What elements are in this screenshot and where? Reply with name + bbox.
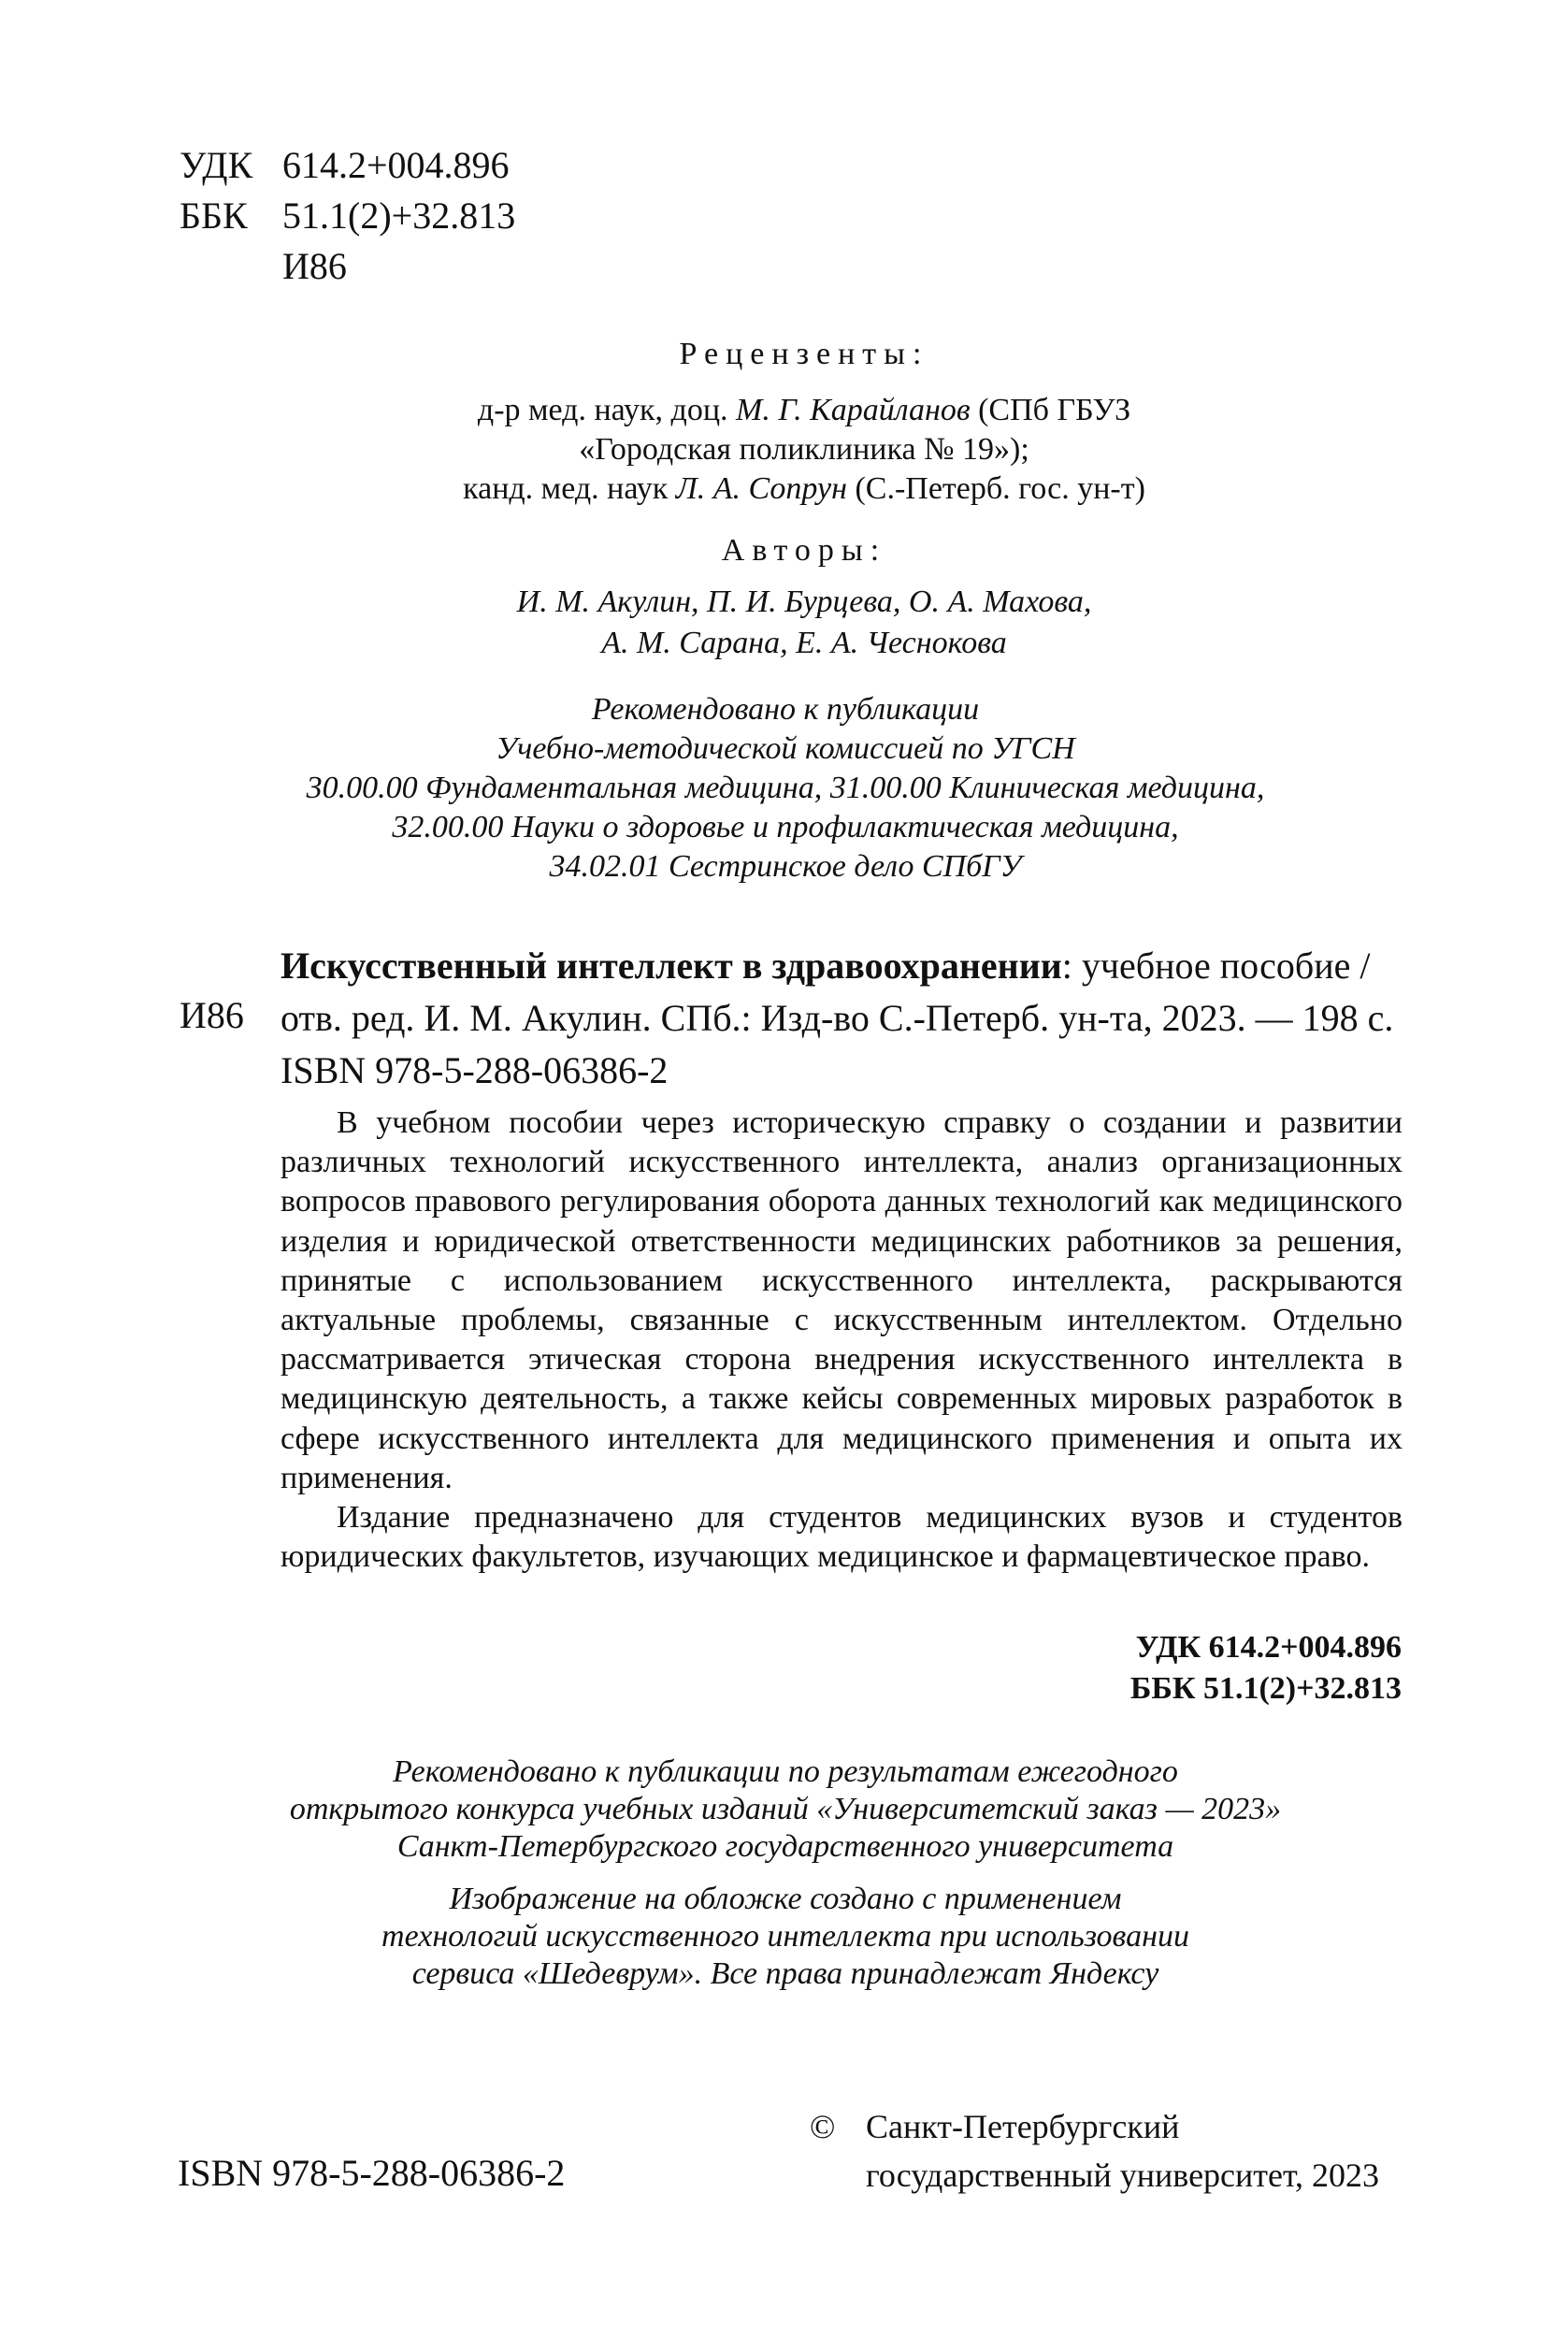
- udk-label: УДК: [180, 144, 253, 186]
- annotation-paragraph-1: В учебном пособии через историческую справку о создании и развитии различных технологий искусственного интеллекта, анализ организационных вопросов правового регулирования оборота данных технологий как медицинского изделия и юридической ответственности медицинских работников за решения, принятые с использованием искусственного интеллекта, раскрываются актуальные проблемы, связанные с искусственным интеллектом. Отдельно рассматривается этическая сторона внедрения искусственного интеллекта в медицинскую деятельность, а также кейсы современных мировых разработок в сфере искусственного интеллекта для медицинского применения и опыта их применения.: [281, 1105, 1403, 1495]
- cover-line-1: Изображение на обложке создано с применением: [449, 1882, 1122, 1916]
- author-index: И86: [282, 245, 347, 287]
- recommendation-block: [215, 690, 1356, 887]
- reviewers-heading: Рецензенты:: [679, 337, 929, 371]
- recommendation-line-1: Рекомендовано к публикации: [591, 692, 980, 727]
- competition-line-1: Рекомендовано к публикации по результатам ежегодного: [393, 1754, 1178, 1789]
- copyright-line-2: государственный университет, 2023: [866, 2157, 1380, 2194]
- copyright-line-1: [810, 2102, 1379, 2151]
- authors-heading: Авторы:: [721, 533, 887, 568]
- authors-line-2: А. М. Сарана, Е. А. Чеснокова: [601, 626, 1007, 660]
- reviewer-1-line: [402, 391, 1206, 430]
- udk-row: [180, 140, 515, 191]
- annotation: [281, 1104, 1403, 1577]
- copyright-symbol: ©: [810, 2108, 836, 2145]
- notes-block: [187, 1753, 1384, 1993]
- competition-line-2: открытого конкурса учебных изданий «Университетский заказ — 2023»: [289, 1792, 1282, 1826]
- bibliographic-index: И86: [180, 994, 244, 1036]
- competition-note: [187, 1753, 1384, 1866]
- reviewer-2-degree: канд. мед. наук: [463, 471, 676, 506]
- cover-line-2: технологий искусственного интеллекта при использовании: [381, 1919, 1189, 1954]
- copyright-holder: Санкт-Петербургский: [866, 2108, 1180, 2145]
- bbk-row: [180, 191, 515, 241]
- annotation-paragraph-2: Издание предназначено для студентов медицинских вузов и студентов юридических факультетов, изучающих медицинское и фармацевтическое право.: [281, 1500, 1403, 1575]
- bibliographic-details: : учебное пособие / отв. ред. И. М. Акулин. СПб.: Изд-во С.-Петерб. ун-та, 2023. — 198 с. ISBN 978-5-288-06386-2: [281, 945, 1394, 1091]
- cover-line-3: сервиса «Шедеврум». Все права принадлежат Яндексу: [411, 1956, 1159, 1991]
- classification-codes-right: [1130, 1627, 1402, 1709]
- bibliographic-record: [281, 940, 1403, 1097]
- recommendation-line-3: 30.00.00 Фундаментальная медицина, 31.00.00 Клиническая медицина,: [306, 771, 1265, 805]
- bbk-value: 51.1(2)+32.813: [282, 195, 516, 237]
- recommendation-line-5: 34.02.01 Сестринское дело СПбГУ: [549, 849, 1022, 884]
- recommendation-line-4: 32.00.00 Науки о здоровье и профилактическая медицина,: [392, 810, 1179, 844]
- reviewer-2-line: [402, 469, 1206, 509]
- reviewers-block: [402, 391, 1206, 509]
- cover-image-note: [187, 1881, 1384, 1993]
- isbn: ISBN 978-5-288-06386-2: [178, 2152, 566, 2194]
- book-title: Искусственный интеллект в здравоохранении: [281, 945, 1062, 987]
- reviewer-2-affiliation: (С.-Петерб. гос. ун-т): [846, 471, 1145, 506]
- copyright-block: [810, 2102, 1379, 2200]
- authors-line-1: И. М. Акулин, П. И. Бурцева, О. А. Махова,: [516, 584, 1092, 619]
- bbk-code: ББК 51.1(2)+32.813: [1129, 1671, 1402, 1706]
- competition-line-3: Санкт-Петербургского государственного университета: [396, 1829, 1174, 1864]
- udk-value: 614.2+004.896: [282, 144, 510, 186]
- recommendation-line-2: Учебно-методической комиссией по УГСН: [496, 731, 1075, 766]
- bbk-label: ББК: [180, 195, 248, 237]
- authors-block: [402, 582, 1206, 664]
- reviewer-1-name: М. Г. Карайланов: [736, 393, 971, 427]
- classification-codes: [180, 140, 515, 292]
- reviewer-2-name: Л. А. Сопрун: [675, 471, 847, 506]
- reviewer-1-affiliation: (СПб ГБУЗ: [970, 393, 1131, 427]
- reviewer-1-affiliation-cont: «Городская поликлиника № 19»);: [579, 432, 1029, 467]
- udk-code: УДК 614.2+004.896: [1135, 1630, 1402, 1665]
- reviewer-1-degree: д-р мед. наук, доц.: [477, 393, 737, 427]
